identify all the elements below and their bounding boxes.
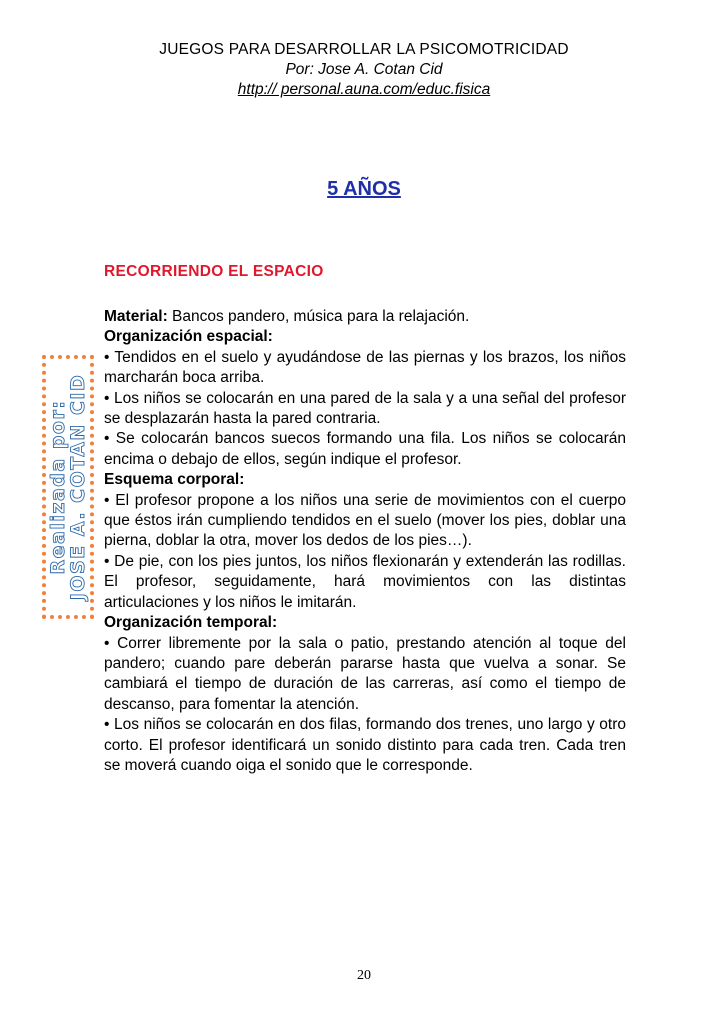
watermark-text — [48, 374, 88, 600]
material-label: Material: — [104, 308, 168, 325]
org-temporal-heading: Organización temporal: — [104, 614, 278, 632]
esquema-corporal-heading: Esquema corporal: — [104, 471, 245, 489]
activity-content — [104, 307, 626, 776]
document-url: http:// personal.auna.com/educ.fisica — [237, 81, 491, 98]
watermark-line-2: JOSE A. COTAN CID — [67, 373, 89, 601]
material-text: Bancos pandero, música para la relajación. — [167, 308, 470, 325]
page-number: 20 — [357, 968, 371, 983]
esquema-corporal-item: • El profesor propone a los niños una serie de movimientos con el cuerpo que éstos irán cumpliendo tendidos en el suelo (mover los pies, doblar una pierna, doblar la otra, mover los dedos de los pies…). — [104, 491, 626, 550]
org-espacial-item: • Los niños se colocarán en una pared de la sala y a una señal del profesor se desplazarán hasta la pared contraria. — [104, 389, 626, 428]
org-temporal-item: • Los niños se colocarán en dos filas, formando dos trenes, uno largo y otro corto. El profesor identificará un sonido distinto para cada tren. Cada tren se moverá cuando oiga el sonido que le corresponde. — [104, 716, 626, 774]
org-espacial-item: • Tendidos en el suelo y ayudándose de las piernas y los brazos, los niños marcharán boca arriba. — [104, 348, 626, 387]
document-author: Por: Jose A. Cotan Cid — [285, 61, 443, 78]
org-espacial-item: • Se colocarán bancos suecos formando una fila. Los niños se colocarán encima o debajo de ellos, según indique el profesor. — [104, 430, 626, 468]
author-watermark — [42, 355, 94, 619]
org-temporal-item: • Correr libremente por la sala o patio, prestando atención al toque del pandero; cuando pare deberán pararse hasta que vuelva a sonar. Se cambiará el tiempo de duración de las carreras, así como el tiempo de descanso, para fomentar la atención. — [104, 634, 626, 713]
org-espacial-heading: Organización espacial: — [104, 328, 273, 346]
activity-title: RECORRIENDO EL ESPACIO — [104, 263, 324, 280]
document-header — [0, 40, 728, 100]
section-title: 5 AÑOS — [327, 178, 401, 200]
document-title: JUEGOS PARA DESARROLLAR LA PSICOMOTRICIDAD — [159, 41, 569, 58]
esquema-corporal-item: • De pie, con los pies juntos, los niños flexionarán y extenderán las rodillas. El profesor, seguidamente, hará movimientos con las distintas articulaciones y los niños le imitarán. — [104, 552, 626, 611]
watermark-line-1: Realizada por: — [47, 399, 69, 575]
material-paragraph — [104, 307, 626, 327]
